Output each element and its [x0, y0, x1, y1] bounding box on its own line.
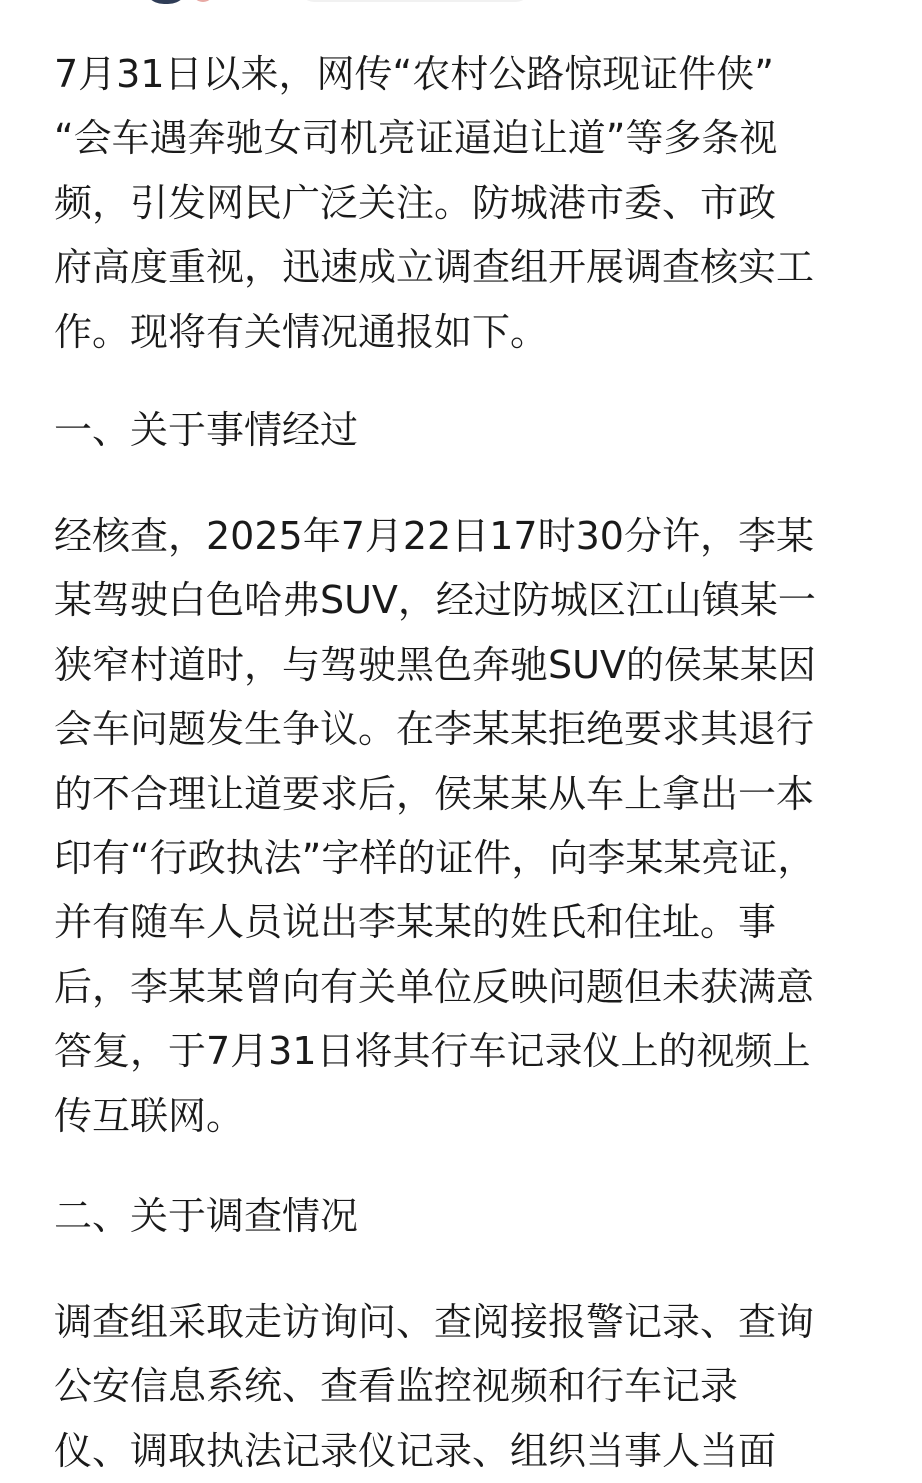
- text-line: 7月31日以来，网传“农村公路惊现证件侠”: [54, 52, 774, 96]
- header-remnant: [0, 0, 922, 4]
- text-line: 调查组采取走访询问、查阅接报警记录、查询: [54, 1300, 815, 1344]
- section-2-heading: 二、关于调查情况: [54, 1194, 359, 1238]
- section-1-heading: 一、关于事情经过: [54, 408, 359, 452]
- text-line: 狭窄村道时，与驾驶黑色奔驰SUV的侯某某因: [54, 642, 816, 687]
- intro-paragraph: [54, 42, 874, 364]
- badge-icon: [192, 0, 214, 2]
- text-line: 会车问题发生争议。在李某某拒绝要求其退行: [54, 707, 815, 752]
- text-line: 经核查，2025年7月22日17时30分许，李某: [54, 514, 814, 558]
- text-line: 作。现将有关情况通报如下。: [54, 309, 549, 354]
- text-line: 仪、调取执法记录仪记录、组织当事人当面: [54, 1428, 777, 1473]
- text-line: 府高度重视，迅速成立调查组开展调查核实工: [54, 245, 815, 290]
- text-line: 印有“行政执法”字样的证件，向李某某亮证，: [54, 836, 816, 881]
- text-line: 答复，于7月31日将其行车记录仪上的视频上: [54, 1029, 811, 1074]
- follow-button[interactable]: [300, 0, 530, 2]
- text-line: 传互联网。: [54, 1093, 245, 1138]
- section-2-paragraph: [54, 1290, 874, 1483]
- text-line: “会车遇奔驰女司机亮证逼迫让道”等多条视: [54, 116, 778, 161]
- text-line: 并有随车人员说出李某某的姓氏和住址。事: [54, 900, 777, 945]
- text-line: 公安信息系统、查看监控视频和行车记录: [54, 1364, 739, 1409]
- section-1-paragraph: [54, 504, 874, 1148]
- avatar[interactable]: [142, 0, 190, 4]
- text-line: 某驾驶白色哈弗SUV，经过防城区江山镇某一: [54, 578, 816, 623]
- text-line: 的不合理让道要求后，侯某某从车上拿出一本: [54, 771, 815, 816]
- text-line: 后，李某某曾向有关单位反映问题但未获满意: [54, 964, 815, 1009]
- text-line: 频，引发网民广泛关注。防城港市委、市政: [54, 180, 777, 225]
